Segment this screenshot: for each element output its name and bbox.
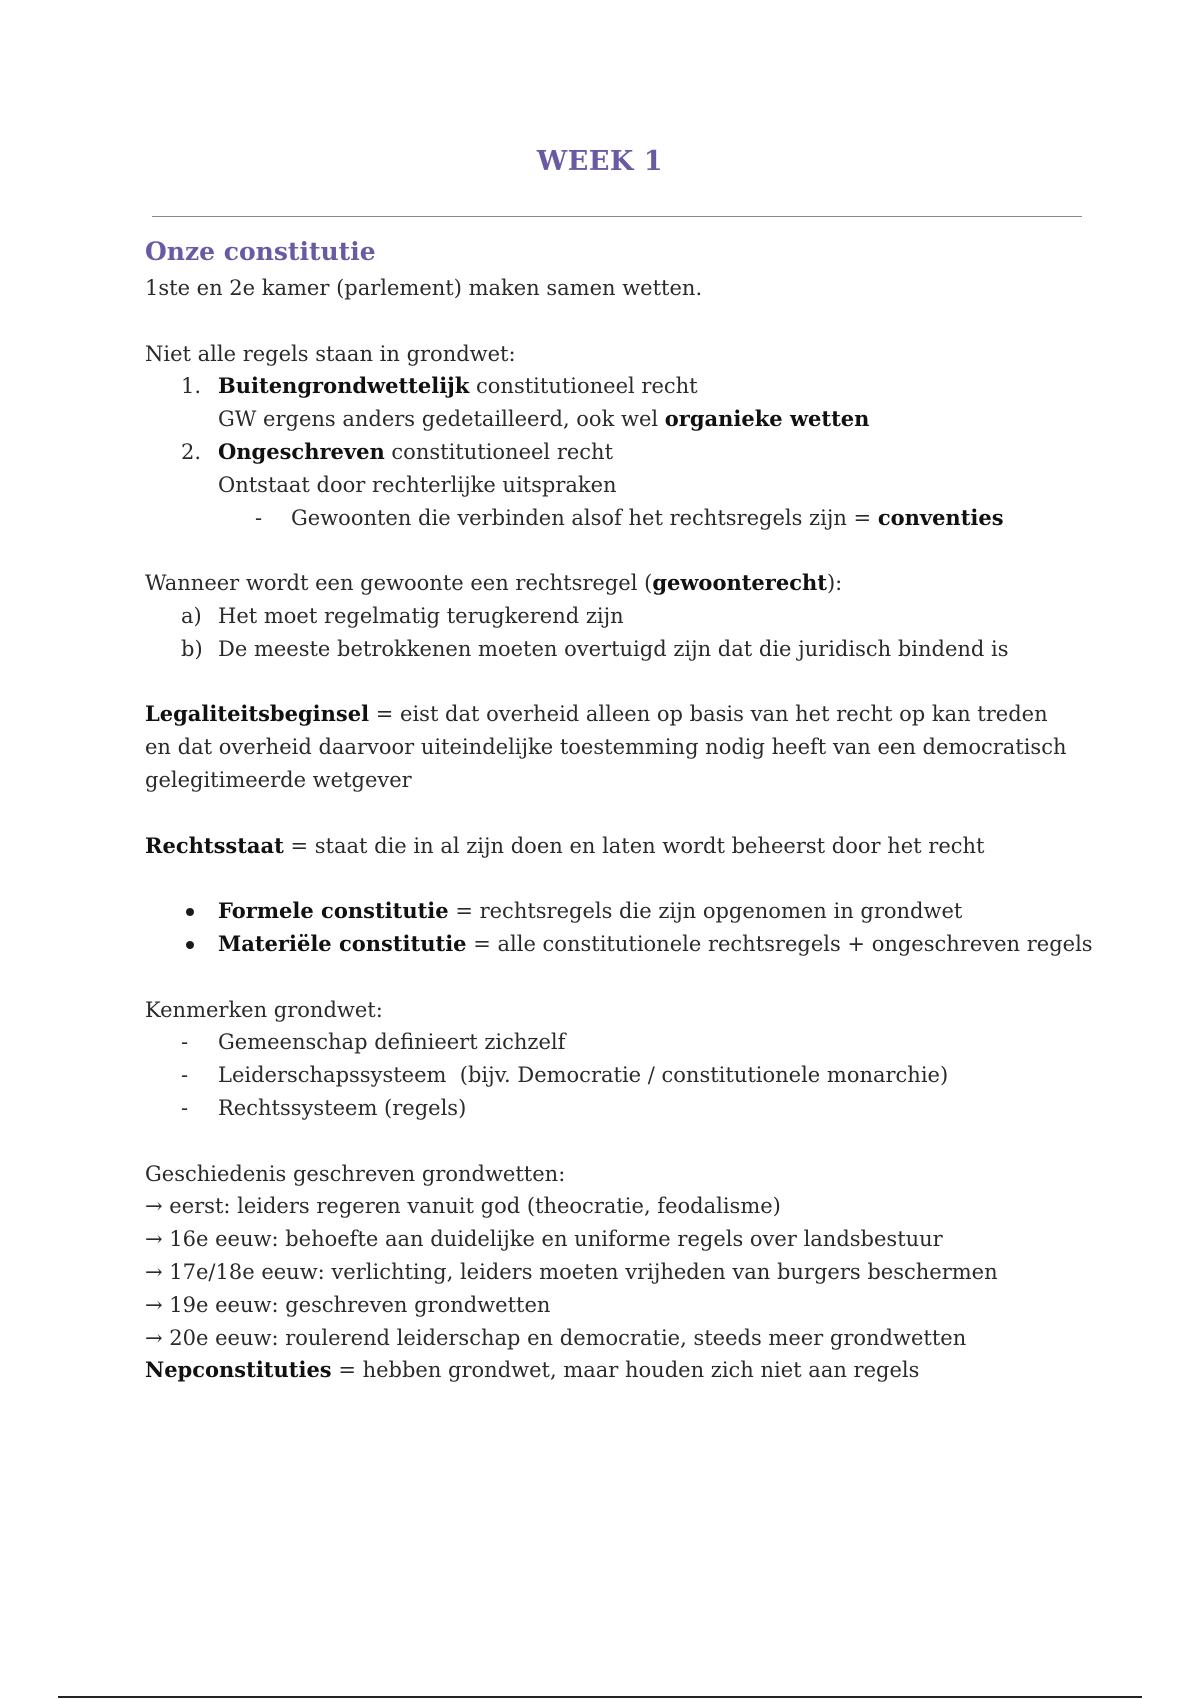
dash-item-term: conventies bbox=[877, 504, 1004, 530]
legaliteit-term: Legaliteitsbeginsel bbox=[145, 701, 370, 727]
list-marker: a) bbox=[181, 603, 202, 628]
lettered-item-a bbox=[145, 600, 1075, 633]
numbered-item-1-detail bbox=[145, 403, 1075, 436]
nepconstituties-term: Nepconstituties bbox=[145, 1357, 332, 1383]
list-marker: b) bbox=[181, 636, 203, 661]
dash-item-conventies bbox=[145, 502, 1075, 535]
rechtsstaat-definition bbox=[145, 830, 1075, 863]
bullet-item-materiele-term: Materiële constitutie bbox=[218, 930, 467, 956]
kenmerken-item bbox=[145, 1092, 1075, 1125]
dash-marker: - bbox=[181, 1063, 189, 1088]
numbered-item-1 bbox=[145, 370, 1075, 403]
rechtsstaat-text: = staat die in al zijn doen en laten wordt beheerst door het recht bbox=[283, 833, 985, 858]
page-title: WEEK 1 bbox=[536, 146, 664, 177]
bullet-icon bbox=[186, 941, 194, 949]
rechtsstaat-term: Rechtsstaat bbox=[145, 832, 284, 858]
nepconstituties-definition bbox=[145, 1354, 1075, 1387]
kenmerken-intro: Kenmerken grondwet: bbox=[145, 997, 383, 1022]
geschiedenis-item: → 19e eeuw: geschreven grondwetten bbox=[145, 1292, 551, 1317]
intro-line: 1ste en 2e kamer (parlement) maken samen wetten. bbox=[145, 276, 703, 300]
numbered-item-2-detail: Ontstaat door rechterlijke uitspraken bbox=[218, 472, 617, 497]
rules-intro: Niet alle regels staan in grondwet: bbox=[145, 341, 516, 366]
list-marker: 2. bbox=[181, 439, 202, 464]
custom-law-intro bbox=[145, 567, 1075, 600]
page-bottom-rule bbox=[58, 1696, 1142, 1698]
nepconstituties-text: = hebben grondwet, maar houden zich niet aan regels bbox=[331, 1358, 920, 1383]
kenmerken-item bbox=[145, 1059, 1075, 1092]
bullet-item-formele-term: Formele constitutie bbox=[218, 898, 449, 924]
kenmerken-item-text: Gemeenschap definieert zichzelf bbox=[218, 1030, 566, 1055]
geschiedenis-item: → 17e/18e eeuw: verlichting, leiders moeten vrijheden van burgers beschermen bbox=[145, 1259, 998, 1284]
lettered-item-b bbox=[145, 633, 1075, 666]
geschiedenis-intro: Geschiedenis geschreven grondwetten: bbox=[145, 1161, 566, 1186]
document-body bbox=[145, 232, 1093, 1387]
custom-law-intro-suffix: ): bbox=[826, 571, 843, 596]
bullet-item-formele bbox=[145, 895, 1075, 928]
geschiedenis-item: → 16e eeuw: behoefte aan duidelijke en uniforme regels over landsbestuur bbox=[145, 1227, 943, 1252]
list-marker: 1. bbox=[181, 374, 202, 399]
section-heading: Onze constitutie bbox=[145, 237, 376, 266]
kenmerken-item bbox=[145, 1026, 1075, 1059]
kenmerken-item-text: Rechtssysteem (regels) bbox=[218, 1095, 467, 1120]
lettered-item-b-text: De meeste betrokkenen moeten overtuigd zijn dat die juridisch bindend is bbox=[218, 636, 1009, 661]
bullet-icon bbox=[186, 908, 194, 916]
kenmerken-item-text: Leiderschapssysteem (bijv. Democratie / constitutionele monarchie) bbox=[218, 1063, 949, 1088]
custom-law-intro-text: Wanneer wordt een gewoonte een rechtsregel ( bbox=[145, 571, 653, 596]
dash-marker: - bbox=[255, 505, 263, 530]
numbered-item-1-text: constitutioneel recht bbox=[469, 374, 698, 399]
geschiedenis-item: → eerst: leiders regeren vanuit god (theocratie, feodalisme) bbox=[145, 1194, 781, 1219]
dash-marker: - bbox=[181, 1030, 189, 1055]
bullet-item-materiele-text: = alle constitutionele rechtsregels + ongeschreven regels bbox=[466, 931, 1093, 956]
numbered-item-1-detail-text: GW ergens anders gedetailleerd, ook wel bbox=[218, 407, 665, 432]
dash-item-text: Gewoonten die verbinden alsof het rechtsregels zijn = bbox=[291, 505, 878, 530]
title-divider bbox=[152, 216, 1082, 217]
geschiedenis-item: → 20e eeuw: roulerend leiderschap en democratie, steeds meer grondwetten bbox=[145, 1325, 967, 1350]
numbered-item-2 bbox=[145, 436, 1075, 469]
numbered-item-1-detail-term: organieke wetten bbox=[664, 406, 870, 432]
legaliteit-definition bbox=[145, 698, 1075, 796]
bullet-item-formele-text: = rechtsregels die zijn opgenomen in grondwet bbox=[448, 899, 963, 924]
numbered-item-1-term: Buitengrondwettelijk bbox=[218, 373, 470, 399]
lettered-item-a-text: Het moet regelmatig terugkerend zijn bbox=[218, 603, 624, 628]
bullet-item-materiele bbox=[145, 928, 1093, 961]
legaliteit-text: = eist dat overheid alleen op basis van het recht op kan treden en dat overheid daarvoor uiteindelijke toestemming nodig heeft van een democratisch gelegitimeerde wetgever bbox=[145, 702, 1067, 792]
dash-marker: - bbox=[181, 1095, 189, 1120]
numbered-item-2-term: Ongeschreven bbox=[218, 438, 385, 464]
custom-law-term: gewoonterecht bbox=[652, 570, 827, 596]
numbered-item-2-text: constitutioneel recht bbox=[384, 439, 614, 464]
